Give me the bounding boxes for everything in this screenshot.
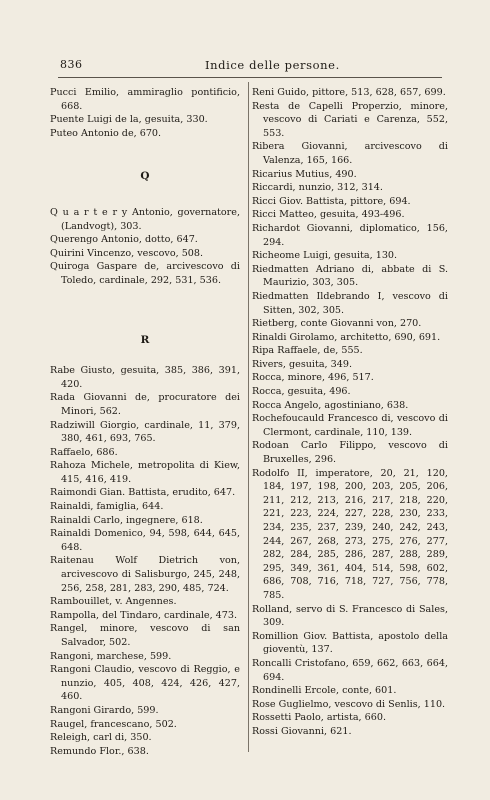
index-entry: Richardot Giovanni, diplomatico, 156, 294. [252, 222, 448, 248]
index-entry: Rabe Giusto, gesuita, 385, 386, 391, 420. [50, 365, 240, 390]
index-entry: Rampolla, del Tindaro, cardinale, 473. [50, 609, 238, 621]
index-entry: Riedmatten Adriano di, abbate di S. Maurizio, 303, 305. [252, 263, 448, 289]
index-entry: Rangoni Girardo, 599. [50, 704, 159, 716]
index-entry: Rivers, gesuita, 349. [252, 358, 353, 370]
index-entry: Roncalli Cristofano, 659, 662, 663, 664, 694. [252, 657, 448, 683]
index-entry: Rainaldi Domenico, 94, 598, 644, 645, 648. [50, 528, 240, 553]
index-entry: Rambouillet, v. Angennes. [50, 596, 177, 608]
index-entry: Ripa Raffaele, de, 555. [252, 345, 363, 357]
index-entry: Ribera Giovanni, arcivescovo di Valenza, 165, 166. [252, 141, 448, 166]
index-entry: Raugel, francescano, 502. [50, 718, 177, 730]
index-entry: Rodolfo II, imperatore, 20, 21, 120, 184, 197, 198, 200, 203, 205, 206, 211, 212, 213, 216, 217, 218, 220, 221, 223, 224, 227, 228, 230, 233, 234, 235, 237, 239, 240, 242, 243, 244, 267, 268, 273, 275, 276, 277, 282, 284, 285, 286, 287, 288, 289, 295, 349, 361, 404, 514, 598, 602, 686, 708, 716, 718, 727, 756, 778, 785. [252, 467, 448, 601]
section-letter-q: Q [140, 170, 150, 183]
index-entry: Rossi Giovanni, 621. [252, 725, 352, 737]
column-divider [248, 82, 249, 752]
index-entry: Quiroga Gaspare de, arcivescovo di Toledo, cardinale, 292, 531, 536. [50, 261, 240, 286]
index-entry: Reni Guido, pittore, 513, 628, 657, 699. [252, 87, 446, 98]
index-entry: Raffaelo, 686. [50, 446, 118, 458]
index-entry: Rangel, minore, vescovo di san Salvador, 502. [50, 623, 240, 648]
index-entry: Radziwill Giorgio, cardinale, 11, 379, 380, 461, 693, 765. [50, 419, 240, 445]
index-entry: Rocca Angelo, agostiniano, 638. [252, 399, 409, 411]
index-entry: Puente Luigi de la, gesuita, 330. [50, 114, 208, 126]
index-entry: Resta de Capelli Properzio, minore, vescovo di Cariati e Carenza, 552, 553. [252, 100, 448, 139]
index-entry: Querengo Antonio, dotto, 647. [50, 234, 198, 246]
index-entry: Riedmatten Ildebrando I, vescovo di Sitten, 302, 305. [252, 290, 448, 316]
index-entry: Rangoni Claudio, vescovo di Reggio, e nunzio, 405, 408, 424, 426, 427, 460. [50, 664, 240, 703]
index-entry: Rocca, gesuita, 496. [252, 386, 351, 398]
index-entry: Releigh, carl di, 350. [50, 732, 152, 744]
index-entry: Raimondi Gian. Battista, erudito, 647. [50, 487, 236, 499]
index-entry: Riccardi, nunzio, 312, 314. [252, 182, 383, 194]
index-entry: Rossetti Paolo, artista, 660. [252, 712, 387, 724]
index-entry: Romillion Giov. Battista, apostolo della gioventù, 137. [252, 630, 448, 656]
index-entry: Rose Guglielmo, vescovo di Senlis, 110. [252, 698, 446, 710]
index-entry: Remundo Flor., 638. [50, 745, 149, 757]
index-entry: Rinaldi Girolamo, architetto, 690, 691. [252, 331, 441, 343]
index-entry: Rondinelli Ercole, conte, 601. [252, 685, 397, 697]
index-entry: Ricarius Mutius, 490. [252, 168, 357, 180]
index-entry: Rainaldi Carlo, ingegnere, 618. [50, 514, 203, 526]
header-title: Indice delle persone. [205, 58, 340, 72]
index-entry: Ricci Matteo, gesuita, 493-496. [252, 209, 405, 221]
index-entry: Pucci Emilio, ammiraglio pontificio, 668. [50, 87, 240, 112]
index-entry: Rolland, servo di S. Francesco di Sales, 309. [252, 603, 448, 629]
index-entry: Richeome Luigi, gesuita, 130. [252, 250, 398, 262]
section-letter-r: R [140, 333, 150, 346]
index-entry: Ricci Giov. Battista, pittore, 694. [252, 195, 411, 207]
header-rule [58, 77, 442, 78]
page-number: 836 [60, 58, 83, 71]
index-entry: Rietberg, conte Giovanni von, 270. [252, 318, 422, 330]
index-entry: Rainaldi, famiglia, 644. [50, 501, 164, 513]
index-entry: Quirini Vincenzo, vescovo, 508. [50, 247, 204, 259]
index-entry: Rahoza Michele, metropolita di Kiew, 415, 416, 419. [50, 460, 240, 485]
right-column [252, 86, 448, 739]
running-head [0, 0, 490, 80]
index-entry: Rangoni, marchese, 599. [50, 650, 172, 662]
index-entry: Raitenau Wolf Dietrich von, arcivescovo di Salisburgo, 245, 248, 256, 258, 281, 283, 290, 485, 724. [50, 555, 240, 594]
index-entry: Rocca, minore, 496, 517. [252, 372, 374, 384]
index-entry: Rada Giovanni de, procuratore dei Minori, 562. [50, 392, 240, 417]
left-column [50, 86, 240, 758]
index-entry: Rochefoucauld Francesco di, vescovo di Clermont, cardinale, 110, 139. [252, 413, 448, 438]
index-entry: Rodoan Carlo Filippo, vescovo di Bruxelles, 296. [252, 440, 448, 466]
index-entry: Puteo Antonio de, 670. [50, 127, 162, 139]
index-entry: Q u a r t e r y Antonio, governatore, (Landvogt), 303. [50, 206, 240, 232]
